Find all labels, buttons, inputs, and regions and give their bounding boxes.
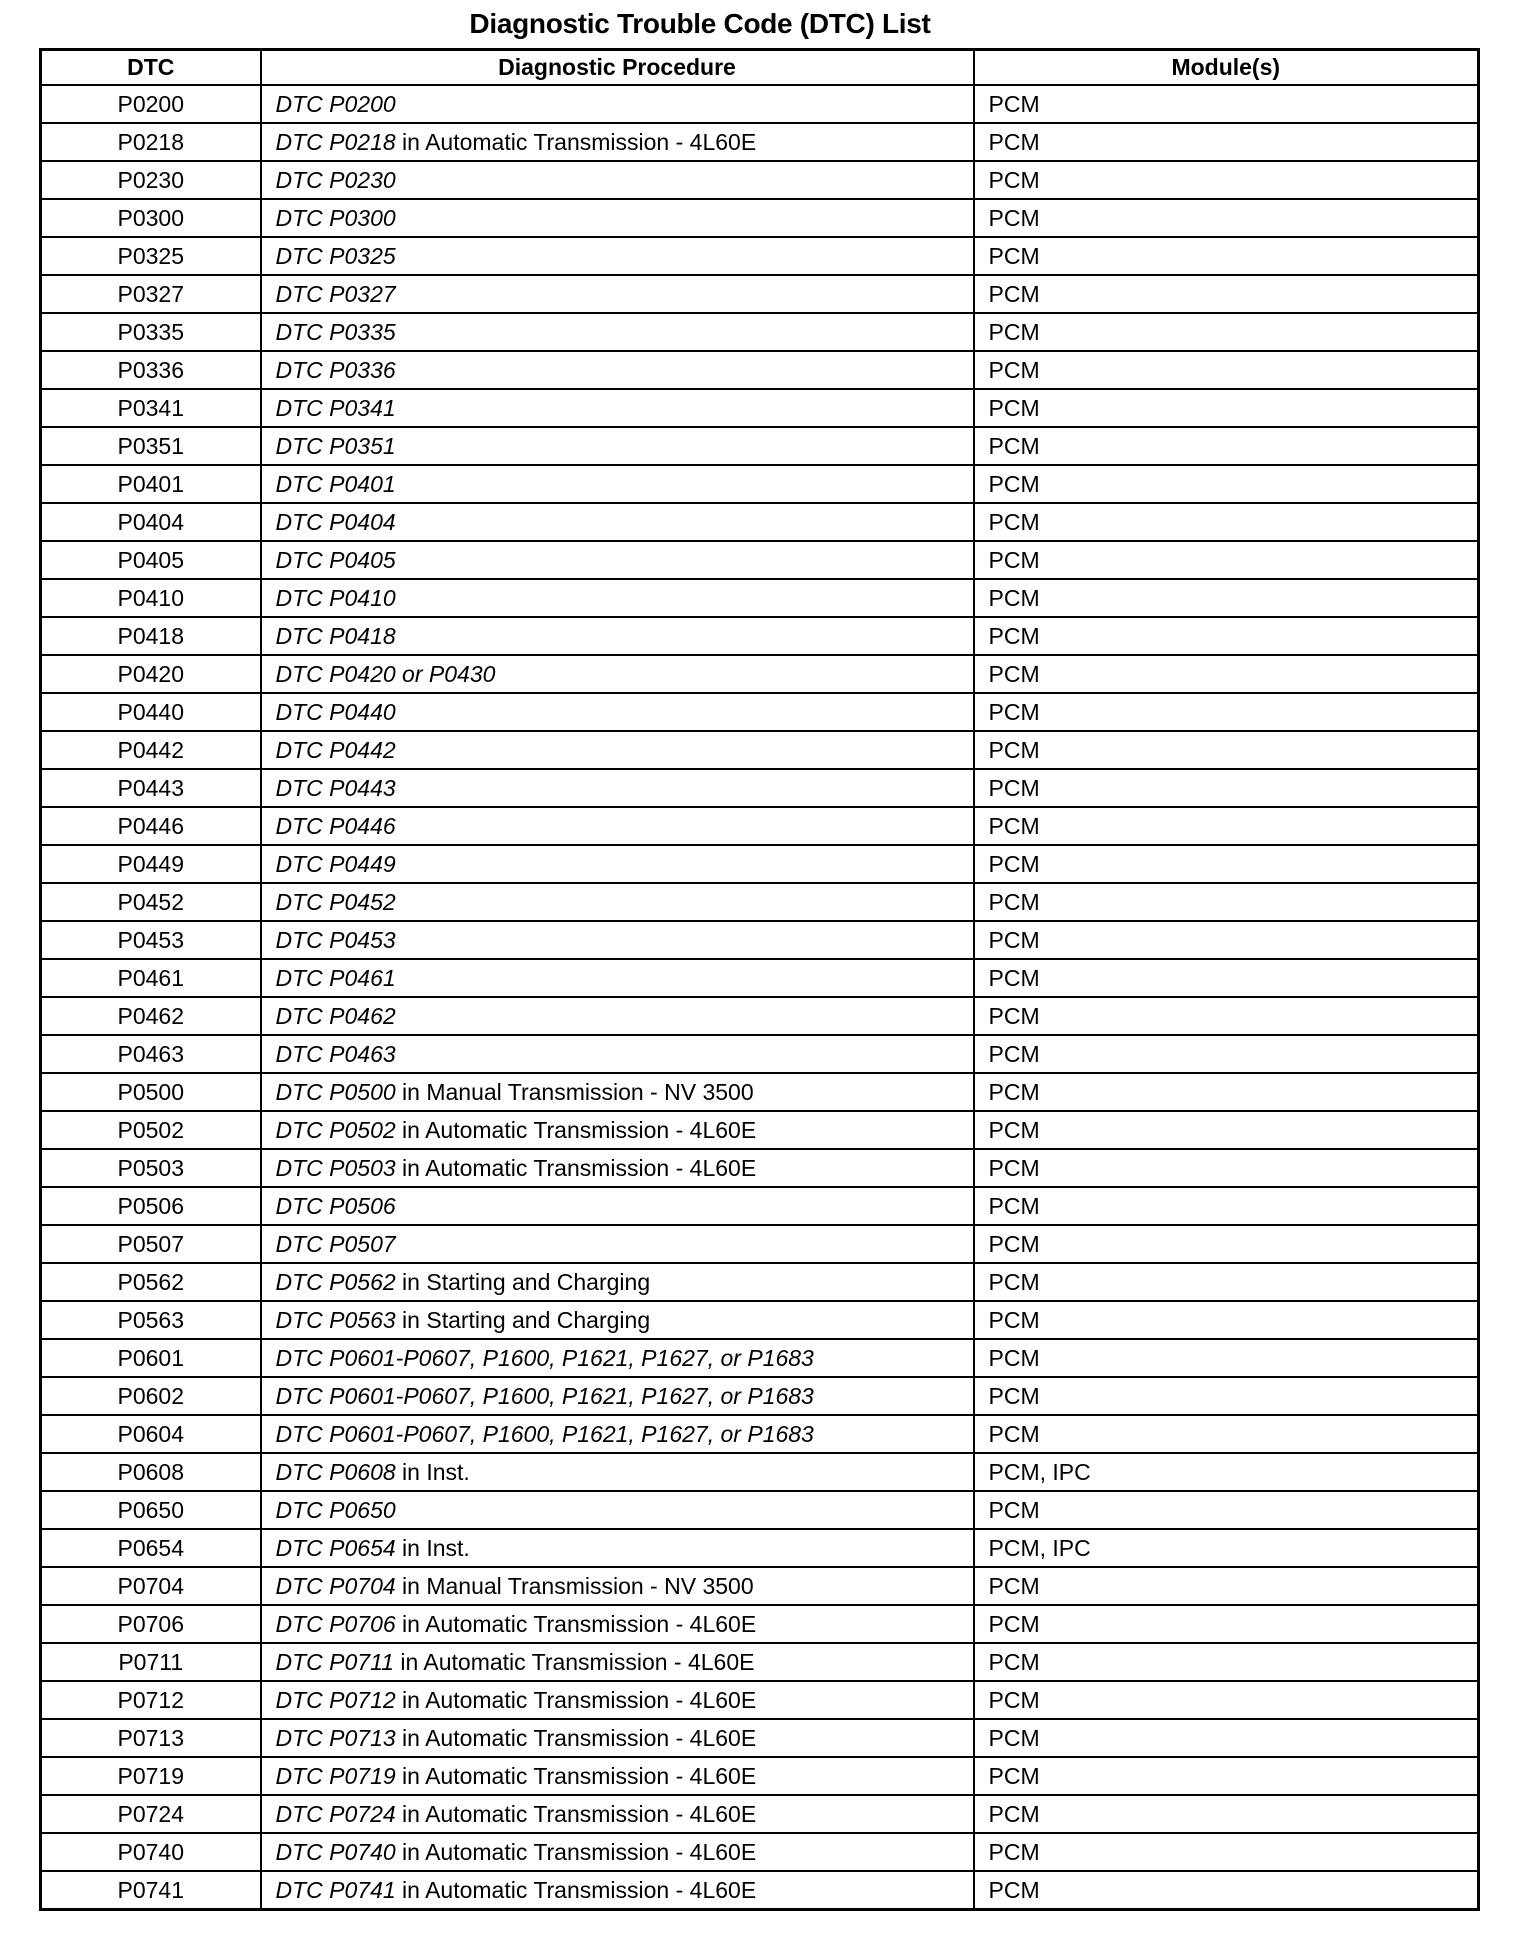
- procedure-context: in Automatic Transmission - 4L60E: [395, 1724, 757, 1751]
- header-modules: Module(s): [974, 50, 1479, 86]
- diagnostic-procedure: [261, 959, 974, 997]
- procedure-link[interactable]: DTC P0335: [275, 318, 396, 345]
- dtc-code: P0650: [41, 1491, 261, 1529]
- diagnostic-procedure: [261, 1795, 974, 1833]
- dtc-code: P0410: [41, 579, 261, 617]
- modules: PCM: [974, 199, 1479, 237]
- diagnostic-procedure: [261, 1035, 974, 1073]
- modules: PCM: [974, 503, 1479, 541]
- table-row: [41, 1605, 1479, 1643]
- dtc-code: P0442: [41, 731, 261, 769]
- dtc-code: P0341: [41, 389, 261, 427]
- procedure-link[interactable]: DTC P0405: [275, 546, 396, 573]
- modules: PCM: [974, 1757, 1479, 1795]
- table-row: [41, 921, 1479, 959]
- procedure-link[interactable]: DTC P0712: [275, 1686, 396, 1713]
- procedure-link[interactable]: DTC P0704: [275, 1572, 396, 1599]
- procedure-context: in Starting and Charging: [395, 1306, 651, 1333]
- page-title: Diagnostic Trouble Code (DTC) List: [469, 8, 931, 39]
- table-row: [41, 1757, 1479, 1795]
- procedure-link[interactable]: DTC P0563: [275, 1306, 396, 1333]
- dtc-code: P0506: [41, 1187, 261, 1225]
- table-row: [41, 997, 1479, 1035]
- procedure-link[interactable]: DTC P0601-P0607, P1600, P1621, P1627, or P1683: [275, 1344, 814, 1371]
- table-row: [41, 1073, 1479, 1111]
- diagnostic-procedure: [261, 199, 974, 237]
- modules: PCM: [974, 1377, 1479, 1415]
- diagnostic-procedure: [261, 731, 974, 769]
- diagnostic-procedure: [261, 883, 974, 921]
- table-row: [41, 1263, 1479, 1301]
- modules: PCM: [974, 1643, 1479, 1681]
- dtc-code: P0719: [41, 1757, 261, 1795]
- diagnostic-procedure: [261, 1111, 974, 1149]
- procedure-context: in Automatic Transmission - 4L60E: [395, 1116, 757, 1143]
- dtc-code: P0401: [41, 465, 261, 503]
- dtc-code: P0462: [41, 997, 261, 1035]
- procedure-link[interactable]: DTC P0449: [275, 850, 396, 877]
- dtc-code: P0704: [41, 1567, 261, 1605]
- diagnostic-procedure: [261, 655, 974, 693]
- dtc-code: P0463: [41, 1035, 261, 1073]
- procedure-link[interactable]: DTC P0200: [275, 90, 396, 117]
- dtc-code: P0713: [41, 1719, 261, 1757]
- modules: PCM, IPC: [974, 1529, 1479, 1567]
- diagnostic-procedure: [261, 1453, 974, 1491]
- modules: PCM: [974, 1605, 1479, 1643]
- diagnostic-procedure: [261, 1833, 974, 1871]
- procedure-link[interactable]: DTC P0711: [275, 1648, 394, 1675]
- dtc-code: P0507: [41, 1225, 261, 1263]
- procedure-link[interactable]: DTC P0500: [275, 1078, 396, 1105]
- diagnostic-procedure: [261, 161, 974, 199]
- diagnostic-procedure: [261, 1719, 974, 1757]
- procedure-link[interactable]: DTC P0601-P0607, P1600, P1621, P1627, or P1683: [275, 1420, 814, 1447]
- dtc-code: P0502: [41, 1111, 261, 1149]
- procedure-link[interactable]: DTC P0410: [275, 584, 396, 611]
- dtc-code: P0440: [41, 693, 261, 731]
- procedure-link[interactable]: DTC P0654: [275, 1534, 396, 1561]
- procedure-link[interactable]: DTC P0420 or P0430: [275, 660, 496, 687]
- modules: PCM: [974, 579, 1479, 617]
- dtc-code: P0200: [41, 85, 261, 123]
- dtc-code: P0654: [41, 1529, 261, 1567]
- diagnostic-procedure: [261, 503, 974, 541]
- diagnostic-procedure: [261, 1529, 974, 1567]
- procedure-context: in Automatic Transmission - 4L60E: [393, 1648, 755, 1675]
- procedure-link[interactable]: DTC P0351: [275, 432, 396, 459]
- procedure-link[interactable]: DTC P0724: [275, 1800, 396, 1827]
- diagnostic-procedure: [261, 237, 974, 275]
- procedure-context: in Automatic Transmission - 4L60E: [395, 1876, 757, 1903]
- diagnostic-procedure: [261, 1301, 974, 1339]
- modules: PCM: [974, 1567, 1479, 1605]
- table-row: [41, 1415, 1479, 1453]
- table-row: [41, 237, 1479, 275]
- diagnostic-procedure: [261, 845, 974, 883]
- table-row: [41, 199, 1479, 237]
- dtc-code: P0706: [41, 1605, 261, 1643]
- table-row: [41, 161, 1479, 199]
- table-row: [41, 1871, 1479, 1910]
- table-row: [41, 1225, 1479, 1263]
- dtc-code: P0562: [41, 1263, 261, 1301]
- diagnostic-procedure: [261, 85, 974, 123]
- procedure-link[interactable]: DTC P0404: [275, 508, 396, 535]
- diagnostic-procedure: [261, 1225, 974, 1263]
- modules: PCM: [974, 1871, 1479, 1910]
- diagnostic-procedure: [261, 1871, 974, 1910]
- table-row: [41, 1529, 1479, 1567]
- table-row: [41, 389, 1479, 427]
- table-row: [41, 1453, 1479, 1491]
- dtc-code: P0449: [41, 845, 261, 883]
- procedure-context: in Automatic Transmission - 4L60E: [395, 1686, 757, 1713]
- dtc-code: P0453: [41, 921, 261, 959]
- diagnostic-procedure: [261, 1415, 974, 1453]
- procedure-link[interactable]: DTC P0440: [275, 698, 396, 725]
- table-row: [41, 85, 1479, 123]
- diagnostic-procedure: [261, 313, 974, 351]
- table-row: [41, 427, 1479, 465]
- diagnostic-procedure: [261, 921, 974, 959]
- dtc-code: P0446: [41, 807, 261, 845]
- procedure-link[interactable]: DTC P0650: [275, 1496, 396, 1523]
- modules: PCM: [974, 237, 1479, 275]
- modules: PCM: [974, 389, 1479, 427]
- diagnostic-procedure: [261, 427, 974, 465]
- procedure-link[interactable]: DTC P0325: [275, 242, 396, 269]
- procedure-link[interactable]: DTC P0401: [275, 470, 396, 497]
- diagnostic-procedure: [261, 617, 974, 655]
- modules: PCM: [974, 1681, 1479, 1719]
- table-row: [41, 1149, 1479, 1187]
- modules: PCM: [974, 85, 1479, 123]
- dtc-code: P0602: [41, 1377, 261, 1415]
- diagnostic-procedure: [261, 541, 974, 579]
- diagnostic-procedure: [261, 1605, 974, 1643]
- procedure-link[interactable]: DTC P0608: [275, 1458, 396, 1485]
- table-row: [41, 1833, 1479, 1871]
- dtc-code: P0420: [41, 655, 261, 693]
- modules: PCM: [974, 1415, 1479, 1453]
- diagnostic-procedure: [261, 807, 974, 845]
- table-row: [41, 1377, 1479, 1415]
- procedure-link[interactable]: DTC P0336: [275, 356, 396, 383]
- modules: PCM: [974, 1833, 1479, 1871]
- dtc-code: P0503: [41, 1149, 261, 1187]
- procedure-link[interactable]: DTC P0503: [275, 1154, 396, 1181]
- modules: PCM: [974, 351, 1479, 389]
- dtc-code: P0336: [41, 351, 261, 389]
- table-row: [41, 1301, 1479, 1339]
- diagnostic-procedure: [261, 1149, 974, 1187]
- diagnostic-procedure: [261, 275, 974, 313]
- diagnostic-procedure: [261, 1073, 974, 1111]
- dtc-code: P0724: [41, 1795, 261, 1833]
- diagnostic-procedure: [261, 1263, 974, 1301]
- table-row: [41, 465, 1479, 503]
- table-row: [41, 1643, 1479, 1681]
- dtc-code: P0712: [41, 1681, 261, 1719]
- modules: PCM: [974, 275, 1479, 313]
- table-row: [41, 1795, 1479, 1833]
- table-row: [41, 351, 1479, 389]
- table-row: [41, 1339, 1479, 1377]
- modules: PCM: [974, 731, 1479, 769]
- modules: PCM: [974, 769, 1479, 807]
- dtc-code: P0461: [41, 959, 261, 997]
- procedure-link[interactable]: DTC P0452: [275, 888, 396, 915]
- table-row: [41, 655, 1479, 693]
- diagnostic-procedure: [261, 1491, 974, 1529]
- procedure-link[interactable]: DTC P0719: [275, 1762, 396, 1789]
- dtc-code: P0604: [41, 1415, 261, 1453]
- table-row: [41, 1567, 1479, 1605]
- modules: PCM: [974, 845, 1479, 883]
- procedure-link[interactable]: DTC P0418: [275, 622, 396, 649]
- procedure-link[interactable]: DTC P0713: [275, 1724, 396, 1751]
- dtc-code: P0335: [41, 313, 261, 351]
- procedure-link[interactable]: DTC P0218: [275, 128, 396, 155]
- dtc-code: P0405: [41, 541, 261, 579]
- modules: PCM: [974, 807, 1479, 845]
- dtc-code: P0608: [41, 1453, 261, 1491]
- modules: PCM: [974, 1719, 1479, 1757]
- table-row: [41, 1035, 1479, 1073]
- diagnostic-procedure: [261, 1567, 974, 1605]
- modules: PCM: [974, 959, 1479, 997]
- header-procedure: Diagnostic Procedure: [261, 50, 974, 86]
- procedure-context: in Inst.: [395, 1534, 470, 1561]
- dtc-code: P0404: [41, 503, 261, 541]
- procedure-context: in Starting and Charging: [395, 1268, 651, 1295]
- dtc-code: P0230: [41, 161, 261, 199]
- modules: PCM: [974, 161, 1479, 199]
- dtc-code: P0741: [41, 1871, 261, 1910]
- modules: PCM, IPC: [974, 1453, 1479, 1491]
- table-row: [41, 1187, 1479, 1225]
- modules: PCM: [974, 997, 1479, 1035]
- diagnostic-procedure: [261, 1377, 974, 1415]
- table-row: [41, 1491, 1479, 1529]
- dtc-code: P0500: [41, 1073, 261, 1111]
- procedure-link[interactable]: DTC P0562: [275, 1268, 396, 1295]
- table-row: [41, 1719, 1479, 1757]
- modules: PCM: [974, 1339, 1479, 1377]
- modules: PCM: [974, 655, 1479, 693]
- procedure-link[interactable]: DTC P0446: [275, 812, 396, 839]
- dtc-code: P0443: [41, 769, 261, 807]
- dtc-code: P0601: [41, 1339, 261, 1377]
- dtc-table: [39, 48, 1480, 1911]
- table-row: [41, 579, 1479, 617]
- procedure-link[interactable]: DTC P0462: [275, 1002, 396, 1029]
- procedure-link[interactable]: DTC P0740: [275, 1838, 396, 1865]
- modules: PCM: [974, 693, 1479, 731]
- modules: PCM: [974, 541, 1479, 579]
- dtc-code: P0452: [41, 883, 261, 921]
- table-row: [41, 313, 1479, 351]
- modules: PCM: [974, 1491, 1479, 1529]
- dtc-code: P0325: [41, 237, 261, 275]
- modules: PCM: [974, 123, 1479, 161]
- table-row: [41, 1681, 1479, 1719]
- table-row: [41, 883, 1479, 921]
- procedure-link[interactable]: DTC P0230: [275, 166, 396, 193]
- modules: PCM: [974, 883, 1479, 921]
- procedure-link[interactable]: DTC P0741: [275, 1876, 396, 1903]
- procedure-link[interactable]: DTC P0601-P0607, P1600, P1621, P1627, or P1683: [275, 1382, 814, 1409]
- dtc-code: P0327: [41, 275, 261, 313]
- procedure-link[interactable]: DTC P0443: [275, 774, 396, 801]
- procedure-link[interactable]: DTC P0502: [275, 1116, 396, 1143]
- diagnostic-procedure: [261, 123, 974, 161]
- diagnostic-procedure: [261, 1643, 974, 1681]
- table-row: [41, 769, 1479, 807]
- modules: PCM: [974, 427, 1479, 465]
- diagnostic-procedure: [261, 465, 974, 503]
- table-row: [41, 731, 1479, 769]
- procedure-context: in Automatic Transmission - 4L60E: [395, 1762, 757, 1789]
- diagnostic-procedure: [261, 351, 974, 389]
- modules: PCM: [974, 921, 1479, 959]
- procedure-context: in Automatic Transmission - 4L60E: [395, 1154, 757, 1181]
- table-row: [41, 617, 1479, 655]
- procedure-context: in Automatic Transmission - 4L60E: [395, 1838, 757, 1865]
- modules: PCM: [974, 1111, 1479, 1149]
- procedure-link[interactable]: DTC P0463: [275, 1040, 396, 1067]
- diagnostic-procedure: [261, 997, 974, 1035]
- diagnostic-procedure: [261, 579, 974, 617]
- procedure-link[interactable]: DTC P0327: [275, 280, 396, 307]
- dtc-code: P0351: [41, 427, 261, 465]
- dtc-code: P0418: [41, 617, 261, 655]
- table-row: [41, 959, 1479, 997]
- modules: PCM: [974, 1795, 1479, 1833]
- table-row: [41, 275, 1479, 313]
- dtc-code: P0300: [41, 199, 261, 237]
- procedure-context: in Automatic Transmission - 4L60E: [395, 1610, 757, 1637]
- procedure-context: in Automatic Transmission - 4L60E: [395, 128, 757, 155]
- table-row: [41, 503, 1479, 541]
- modules: PCM: [974, 465, 1479, 503]
- modules: PCM: [974, 313, 1479, 351]
- table-row: [41, 1111, 1479, 1149]
- diagnostic-procedure: [261, 1757, 974, 1795]
- table-row: [41, 693, 1479, 731]
- modules: PCM: [974, 617, 1479, 655]
- table-row: [41, 845, 1479, 883]
- procedure-link[interactable]: DTC P0453: [275, 926, 396, 953]
- diagnostic-procedure: [261, 693, 974, 731]
- procedure-link[interactable]: DTC P0341: [275, 394, 396, 421]
- diagnostic-procedure: [261, 1187, 974, 1225]
- procedure-link[interactable]: DTC P0507: [275, 1230, 396, 1257]
- procedure-link[interactable]: DTC P0706: [275, 1610, 396, 1637]
- dtc-code: P0563: [41, 1301, 261, 1339]
- diagnostic-procedure: [261, 389, 974, 427]
- modules: PCM: [974, 1149, 1479, 1187]
- procedure-link[interactable]: DTC P0442: [275, 736, 396, 763]
- procedure-context: in Manual Transmission - NV 3500: [395, 1078, 754, 1105]
- procedure-link[interactable]: DTC P0461: [275, 964, 396, 991]
- modules: PCM: [974, 1225, 1479, 1263]
- procedure-context: in Automatic Transmission - 4L60E: [395, 1800, 757, 1827]
- dtc-code: P0218: [41, 123, 261, 161]
- procedure-context: in Inst.: [395, 1458, 470, 1485]
- diagnostic-procedure: [261, 1681, 974, 1719]
- modules: PCM: [974, 1073, 1479, 1111]
- table-row: [41, 541, 1479, 579]
- dtc-code: P0711: [41, 1643, 261, 1681]
- table-header-row: [41, 50, 1479, 86]
- dtc-code: P0740: [41, 1833, 261, 1871]
- header-dtc: DTC: [41, 50, 261, 86]
- modules: PCM: [974, 1035, 1479, 1073]
- table-row: [41, 123, 1479, 161]
- diagnostic-procedure: [261, 1339, 974, 1377]
- table-row: [41, 807, 1479, 845]
- modules: PCM: [974, 1187, 1479, 1225]
- procedure-link[interactable]: DTC P0300: [275, 204, 396, 231]
- modules: PCM: [974, 1263, 1479, 1301]
- procedure-link[interactable]: DTC P0506: [275, 1192, 396, 1219]
- modules: PCM: [974, 1301, 1479, 1339]
- procedure-context: in Manual Transmission - NV 3500: [395, 1572, 754, 1599]
- diagnostic-procedure: [261, 769, 974, 807]
